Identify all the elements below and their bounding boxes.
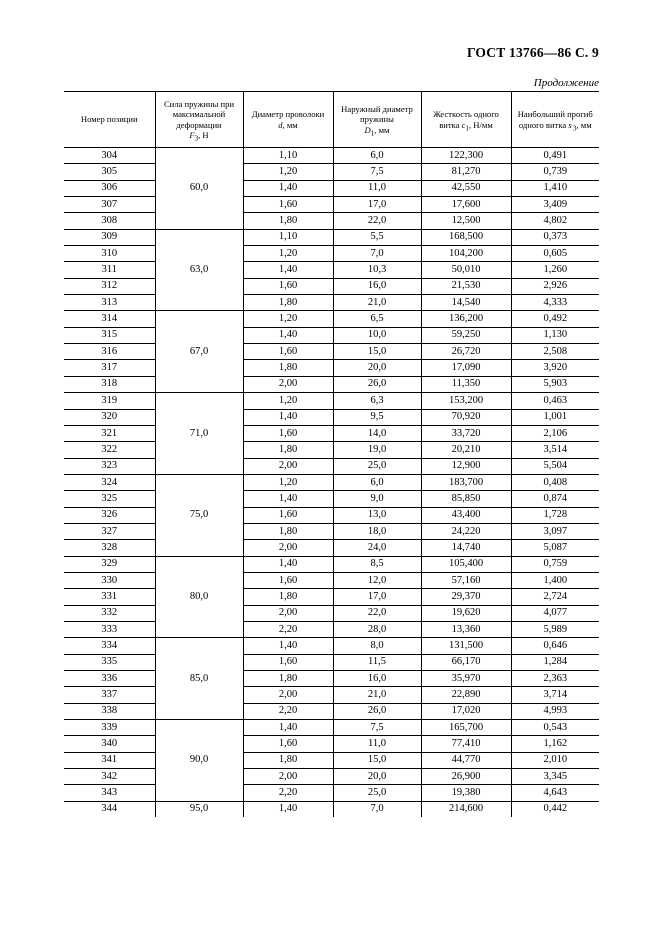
cell-force: 90,0 [155,720,243,802]
cell-stiffness: 85,850 [421,491,511,507]
table-row [64,540,599,556]
header-outer-diameter: Наружный диаметр пружины $D_1$, мм [333,92,421,148]
cell-position: 307 [64,197,155,213]
cell-max-sag: 2,926 [511,278,599,294]
table-row [64,507,599,523]
cell-stiffness: 21,530 [421,278,511,294]
cell-outer-diameter: 10,3 [333,262,421,278]
table-row [64,458,599,474]
cell-position: 321 [64,425,155,441]
cell-stiffness: 105,400 [421,556,511,572]
cell-outer-diameter: 16,0 [333,278,421,294]
cell-position: 330 [64,572,155,588]
cell-wire-diameter: 1,40 [243,262,333,278]
cell-position: 326 [64,507,155,523]
table-row [64,295,599,311]
cell-position: 317 [64,360,155,376]
cell-stiffness: 59,250 [421,327,511,343]
cell-wire-diameter: 1,60 [243,425,333,441]
cell-wire-diameter: 2,00 [243,540,333,556]
cell-position: 339 [64,720,155,736]
table-body [64,148,599,818]
cell-stiffness: 50,010 [421,262,511,278]
cell-position: 304 [64,148,155,164]
cell-stiffness: 66,170 [421,654,511,670]
cell-position: 325 [64,491,155,507]
cell-position: 306 [64,180,155,196]
table-row [64,180,599,196]
table-row [64,523,599,539]
spring-parameters-table [64,91,599,817]
cell-position: 335 [64,654,155,670]
cell-wire-diameter: 1,60 [243,572,333,588]
cell-wire-diameter: 1,60 [243,507,333,523]
cell-position: 344 [64,801,155,817]
cell-outer-diameter: 21,0 [333,687,421,703]
cell-wire-diameter: 2,20 [243,703,333,719]
cell-outer-diameter: 6,0 [333,474,421,490]
cell-wire-diameter: 1,80 [243,671,333,687]
cell-wire-diameter: 1,80 [243,295,333,311]
table-header-row [64,92,599,148]
cell-force: 75,0 [155,474,243,556]
cell-max-sag: 3,920 [511,360,599,376]
table-row [64,327,599,343]
cell-position: 332 [64,605,155,621]
table-row [64,344,599,360]
cell-stiffness: 29,370 [421,589,511,605]
cell-position: 343 [64,785,155,801]
cell-outer-diameter: 24,0 [333,540,421,556]
cell-max-sag: 0,543 [511,720,599,736]
cell-position: 312 [64,278,155,294]
cell-outer-diameter: 22,0 [333,605,421,621]
cell-wire-diameter: 1,20 [243,393,333,409]
cell-force: 95,0 [155,801,243,817]
table-row [64,638,599,654]
table-row [64,801,599,817]
cell-max-sag: 1,728 [511,507,599,523]
cell-force: 85,0 [155,638,243,720]
cell-max-sag: 1,260 [511,262,599,278]
cell-max-sag: 2,508 [511,344,599,360]
cell-stiffness: 17,090 [421,360,511,376]
cell-max-sag: 0,646 [511,638,599,654]
cell-stiffness: 42,550 [421,180,511,196]
cell-outer-diameter: 7,5 [333,720,421,736]
cell-stiffness: 77,410 [421,736,511,752]
cell-stiffness: 19,380 [421,785,511,801]
cell-outer-diameter: 16,0 [333,671,421,687]
cell-wire-diameter: 1,20 [243,246,333,262]
cell-position: 319 [64,393,155,409]
cell-max-sag: 2,010 [511,752,599,768]
table-row [64,621,599,637]
page-header: ГОСТ 13766—86 С. 9 [466,45,599,60]
cell-stiffness: 122,300 [421,148,511,164]
cell-stiffness: 153,200 [421,393,511,409]
cell-max-sag: 0,874 [511,491,599,507]
cell-max-sag: 4,802 [511,213,599,229]
cell-stiffness: 19,620 [421,605,511,621]
table-row [64,425,599,441]
cell-wire-diameter: 1,80 [243,752,333,768]
cell-stiffness: 11,350 [421,376,511,392]
cell-outer-diameter: 12,0 [333,572,421,588]
cell-stiffness: 165,700 [421,720,511,736]
cell-stiffness: 57,160 [421,572,511,588]
cell-position: 329 [64,556,155,572]
cell-wire-diameter: 1,80 [243,360,333,376]
table-row [64,589,599,605]
cell-force: 71,0 [155,393,243,475]
cell-outer-diameter: 7,5 [333,164,421,180]
cell-position: 327 [64,523,155,539]
cell-max-sag: 1,400 [511,572,599,588]
cell-stiffness: 17,600 [421,197,511,213]
cell-stiffness: 214,600 [421,801,511,817]
table-row [64,164,599,180]
cell-stiffness: 168,500 [421,229,511,245]
cell-stiffness: 13,360 [421,621,511,637]
table-row [64,360,599,376]
cell-wire-diameter: 1,80 [243,213,333,229]
cell-position: 340 [64,736,155,752]
cell-position: 308 [64,213,155,229]
cell-stiffness: 131,500 [421,638,511,654]
cell-wire-diameter: 1,60 [243,197,333,213]
cell-wire-diameter: 1,20 [243,164,333,180]
cell-max-sag: 1,162 [511,736,599,752]
cell-position: 333 [64,621,155,637]
cell-outer-diameter: 15,0 [333,344,421,360]
cell-outer-diameter: 25,0 [333,785,421,801]
table-row [64,262,599,278]
cell-outer-diameter: 10,0 [333,327,421,343]
cell-wire-diameter: 1,80 [243,442,333,458]
cell-position: 309 [64,229,155,245]
cell-wire-diameter: 1,10 [243,229,333,245]
cell-max-sag: 3,097 [511,523,599,539]
cell-wire-diameter: 1,40 [243,491,333,507]
cell-wire-diameter: 2,20 [243,785,333,801]
cell-wire-diameter: 1,60 [243,736,333,752]
table-row [64,197,599,213]
cell-outer-diameter: 26,0 [333,703,421,719]
cell-outer-diameter: 20,0 [333,360,421,376]
table-row [64,556,599,572]
cell-outer-diameter: 15,0 [333,752,421,768]
cell-max-sag: 2,363 [511,671,599,687]
cell-position: 311 [64,262,155,278]
cell-max-sag: 3,345 [511,769,599,785]
table-row [64,736,599,752]
cell-outer-diameter: 8,5 [333,556,421,572]
cell-wire-diameter: 1,60 [243,654,333,670]
cell-position: 342 [64,769,155,785]
cell-max-sag: 1,284 [511,654,599,670]
cell-wire-diameter: 2,00 [243,769,333,785]
cell-outer-diameter: 7,0 [333,246,421,262]
header-wire-diameter: Диаметр проволоки d, мм [243,92,333,148]
cell-position: 316 [64,344,155,360]
cell-outer-diameter: 11,5 [333,654,421,670]
table-row [64,148,599,164]
cell-stiffness: 33,720 [421,425,511,441]
cell-position: 328 [64,540,155,556]
cell-outer-diameter: 7,0 [333,801,421,817]
cell-stiffness: 136,200 [421,311,511,327]
cell-stiffness: 43,400 [421,507,511,523]
cell-position: 334 [64,638,155,654]
cell-stiffness: 24,220 [421,523,511,539]
cell-position: 313 [64,295,155,311]
table-row [64,572,599,588]
table-row [64,654,599,670]
cell-max-sag: 4,643 [511,785,599,801]
table-row [64,687,599,703]
cell-position: 305 [64,164,155,180]
cell-wire-diameter: 1,40 [243,556,333,572]
table-row [64,703,599,719]
cell-stiffness: 104,200 [421,246,511,262]
continuation-label: Продолжение [533,77,599,89]
cell-max-sag: 2,724 [511,589,599,605]
cell-outer-diameter: 22,0 [333,213,421,229]
table-row [64,720,599,736]
cell-outer-diameter: 17,0 [333,197,421,213]
cell-stiffness: 35,970 [421,671,511,687]
cell-outer-diameter: 6,5 [333,311,421,327]
header-position: Номер позиции [64,92,155,148]
cell-stiffness: 17,020 [421,703,511,719]
cell-outer-diameter: 11,0 [333,180,421,196]
cell-wire-diameter: 1,60 [243,278,333,294]
cell-max-sag: 2,106 [511,425,599,441]
cell-stiffness: 12,900 [421,458,511,474]
cell-max-sag: 0,605 [511,246,599,262]
table-row [64,785,599,801]
cell-wire-diameter: 1,20 [243,474,333,490]
cell-wire-diameter: 1,60 [243,344,333,360]
cell-max-sag: 4,333 [511,295,599,311]
cell-stiffness: 20,210 [421,442,511,458]
table-row [64,213,599,229]
cell-max-sag: 0,759 [511,556,599,572]
table-row [64,442,599,458]
cell-outer-diameter: 9,0 [333,491,421,507]
cell-wire-diameter: 1,40 [243,409,333,425]
cell-outer-diameter: 9,5 [333,409,421,425]
cell-max-sag: 5,989 [511,621,599,637]
cell-max-sag: 3,409 [511,197,599,213]
header-max-sag: Наибольший прогиб одного витка $s'_3$, мм [511,92,599,148]
cell-max-sag: 1,001 [511,409,599,425]
cell-outer-diameter: 6,3 [333,393,421,409]
cell-outer-diameter: 5,5 [333,229,421,245]
header-stiffness: Жесткость одного витка $c_1$, Н/мм [421,92,511,148]
cell-max-sag: 0,491 [511,148,599,164]
cell-wire-diameter: 1,10 [243,148,333,164]
table-row [64,752,599,768]
table-row [64,769,599,785]
cell-wire-diameter: 1,40 [243,327,333,343]
cell-max-sag: 4,993 [511,703,599,719]
table-row [64,246,599,262]
cell-stiffness: 12,500 [421,213,511,229]
cell-wire-diameter: 1,40 [243,720,333,736]
table-row [64,474,599,490]
table-row [64,393,599,409]
cell-wire-diameter: 2,00 [243,458,333,474]
table-row [64,491,599,507]
table-row [64,278,599,294]
cell-outer-diameter: 13,0 [333,507,421,523]
cell-position: 315 [64,327,155,343]
cell-position: 314 [64,311,155,327]
cell-wire-diameter: 2,00 [243,605,333,621]
cell-wire-diameter: 1,80 [243,523,333,539]
cell-outer-diameter: 19,0 [333,442,421,458]
table-row [64,376,599,392]
cell-max-sag: 3,714 [511,687,599,703]
cell-max-sag: 1,410 [511,180,599,196]
cell-stiffness: 70,920 [421,409,511,425]
cell-max-sag: 0,442 [511,801,599,817]
cell-stiffness: 22,890 [421,687,511,703]
cell-wire-diameter: 1,40 [243,801,333,817]
cell-max-sag: 0,408 [511,474,599,490]
cell-max-sag: 0,739 [511,164,599,180]
table-row [64,229,599,245]
cell-wire-diameter: 2,00 [243,376,333,392]
cell-outer-diameter: 20,0 [333,769,421,785]
cell-outer-diameter: 14,0 [333,425,421,441]
cell-max-sag: 0,373 [511,229,599,245]
cell-outer-diameter: 26,0 [333,376,421,392]
cell-stiffness: 44,770 [421,752,511,768]
cell-stiffness: 183,700 [421,474,511,490]
cell-position: 322 [64,442,155,458]
cell-wire-diameter: 1,40 [243,180,333,196]
cell-position: 324 [64,474,155,490]
header-force: Сила пружины при максимальной деформации $F_3$, Н [155,92,243,148]
table-row [64,311,599,327]
table-row [64,605,599,621]
cell-wire-diameter: 1,20 [243,311,333,327]
cell-max-sag: 0,492 [511,311,599,327]
cell-outer-diameter: 17,0 [333,589,421,605]
cell-force: 63,0 [155,229,243,311]
cell-position: 320 [64,409,155,425]
cell-max-sag: 5,504 [511,458,599,474]
cell-position: 323 [64,458,155,474]
cell-max-sag: 3,514 [511,442,599,458]
cell-position: 341 [64,752,155,768]
cell-force: 80,0 [155,556,243,638]
cell-max-sag: 5,087 [511,540,599,556]
cell-wire-diameter: 2,00 [243,687,333,703]
cell-position: 318 [64,376,155,392]
cell-max-sag: 1,130 [511,327,599,343]
cell-position: 336 [64,671,155,687]
cell-outer-diameter: 18,0 [333,523,421,539]
cell-stiffness: 26,720 [421,344,511,360]
table-row [64,409,599,425]
cell-position: 310 [64,246,155,262]
cell-stiffness: 14,740 [421,540,511,556]
cell-wire-diameter: 1,80 [243,589,333,605]
cell-position: 331 [64,589,155,605]
cell-force: 60,0 [155,148,243,230]
cell-outer-diameter: 6,0 [333,148,421,164]
cell-force: 67,0 [155,311,243,393]
cell-stiffness: 14,540 [421,295,511,311]
cell-outer-diameter: 28,0 [333,621,421,637]
cell-outer-diameter: 25,0 [333,458,421,474]
cell-max-sag: 4,077 [511,605,599,621]
cell-max-sag: 5,903 [511,376,599,392]
cell-position: 337 [64,687,155,703]
cell-outer-diameter: 8,0 [333,638,421,654]
cell-position: 338 [64,703,155,719]
cell-stiffness: 81,270 [421,164,511,180]
cell-outer-diameter: 21,0 [333,295,421,311]
cell-stiffness: 26,900 [421,769,511,785]
table-row [64,671,599,687]
cell-outer-diameter: 11,0 [333,736,421,752]
cell-wire-diameter: 1,40 [243,638,333,654]
cell-max-sag: 0,463 [511,393,599,409]
cell-wire-diameter: 2,20 [243,621,333,637]
